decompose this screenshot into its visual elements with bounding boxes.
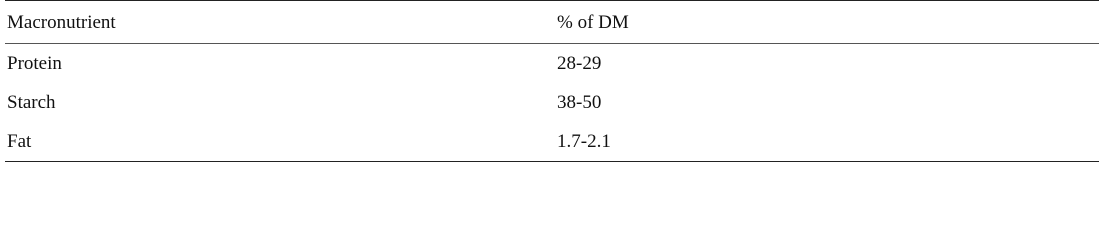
cell-macronutrient: Starch [7,91,56,113]
header-macronutrient: Macronutrient [7,12,116,33]
cell-macronutrient: Fat [7,130,32,152]
table-row [5,122,1099,162]
cell-percent-dm: 38-50 [557,91,602,113]
header-percent-dm: % of DM [557,12,629,33]
macronutrient-table [5,0,1099,162]
macronutrient-table-container [5,0,1099,162]
table-header-row [5,1,1099,44]
cell-percent-dm: 28-29 [557,52,602,74]
cell-macronutrient: Protein [7,52,62,74]
table-row [5,44,1099,84]
table-row [5,83,1099,122]
cell-percent-dm: 1.7-2.1 [557,130,611,152]
